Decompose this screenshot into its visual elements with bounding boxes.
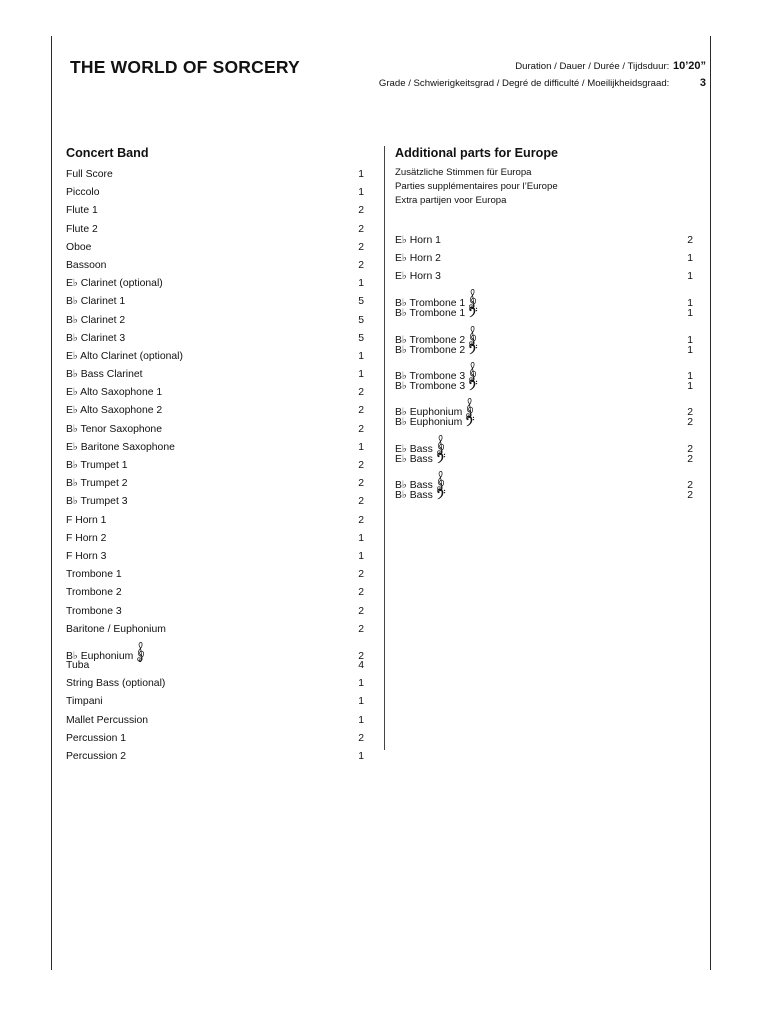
instrument-name-text: B♭ Trumpet 2 <box>66 478 128 490</box>
list-item <box>395 486 693 504</box>
list-item <box>66 603 364 621</box>
list-item <box>66 366 364 384</box>
instrument-quantity: 4 <box>358 660 364 672</box>
instrument-name-text: F Horn 3 <box>66 550 107 562</box>
instrument-name <box>395 413 673 432</box>
instrument-name <box>66 384 344 402</box>
instrument-quantity: 1 <box>358 169 364 180</box>
list-item <box>66 548 364 566</box>
instrument-name <box>66 239 344 257</box>
list-item <box>66 202 364 220</box>
list-item <box>395 377 693 395</box>
instrument-name-text: Percussion 1 <box>66 732 127 744</box>
list-item <box>66 293 364 311</box>
list-item <box>395 432 693 455</box>
list-item <box>395 341 693 359</box>
instrument-quantity: 1 <box>358 350 364 362</box>
instrument-name-text: B♭ Clarinet 1 <box>66 296 126 308</box>
list-item <box>66 693 364 711</box>
instrument-name-text: E♭ Baritone Saxophone <box>66 441 175 453</box>
instrument-name-text: B♭ Clarinet 3 <box>66 332 126 344</box>
list-item <box>395 468 693 492</box>
list-item <box>66 530 364 548</box>
instrument-quantity: 2 <box>358 732 364 744</box>
instrument-name <box>66 402 344 420</box>
instrument-name-text: E♭ Horn 1 <box>395 234 441 246</box>
instrument-name <box>66 366 344 384</box>
additional-parts-subheading <box>395 166 693 209</box>
instrument-quantity: 1 <box>687 334 693 346</box>
list-item <box>395 359 693 382</box>
list-item <box>395 232 693 250</box>
instrument-name <box>66 657 344 675</box>
instrument-quantity: 1 <box>358 751 364 762</box>
instrument-name-text: B♭ Bass Clarinet <box>66 369 143 381</box>
instrument-quantity: 2 <box>358 259 364 271</box>
bass-clef-icon <box>468 379 478 391</box>
instrument-name <box>395 268 673 286</box>
instrument-name-text: B♭ Tenor Saxophone <box>66 423 162 435</box>
instrument-name-text: Timpani <box>66 696 103 708</box>
instrument-name <box>66 257 344 275</box>
list-item <box>66 566 364 584</box>
instrument-name-text: B♭ Clarinet 2 <box>66 314 126 326</box>
instrument-quantity: 2 <box>358 587 364 599</box>
instrument-name-text: F Horn 2 <box>66 532 107 544</box>
bass-clef-icon <box>468 306 478 318</box>
instrument-quantity: 5 <box>358 332 364 344</box>
instrument-quantity: 1 <box>687 308 693 320</box>
list-item <box>66 384 364 402</box>
instrument-name-text: E♭ Clarinet (optional) <box>66 278 163 290</box>
instrument-quantity: 1 <box>687 298 693 310</box>
grade-value: 3 <box>699 77 706 89</box>
instrument-quantity: 1 <box>358 187 364 199</box>
instrument-quantity: 2 <box>358 650 364 662</box>
instrument-quantity: 2 <box>358 514 364 526</box>
bass-clef-icon <box>468 343 478 355</box>
instrument-quantity: 2 <box>358 623 364 635</box>
page-rule-right <box>710 36 711 970</box>
list-item <box>395 450 693 468</box>
instrument-name <box>66 584 344 602</box>
instrument-name-text: E♭ Alto Clarinet (optional) <box>66 350 183 362</box>
instrument-name-text: E♭ Bass <box>395 443 433 455</box>
additional-parts-instrument-list <box>395 232 693 505</box>
instrument-name-text: B♭ Trombone 1 <box>395 308 466 320</box>
instrument-quantity: 1 <box>358 369 364 381</box>
bass-clef-icon <box>436 488 446 500</box>
instrument-name <box>66 184 344 202</box>
list-item <box>395 395 693 419</box>
instrument-name-text: Bassoon <box>66 259 107 271</box>
concert-band-column <box>66 146 364 766</box>
list-item <box>395 413 693 431</box>
concert-band-heading: Concert Band <box>66 146 149 160</box>
list-item <box>66 330 364 348</box>
additional-parts-subheading-line: Extra partijen voor Europa <box>395 195 507 207</box>
instrument-quantity: 1 <box>687 381 693 393</box>
additional-parts-heading: Additional parts for Europe <box>395 146 559 160</box>
page-title: THE WORLD OF SORCERY <box>70 57 300 77</box>
instrument-quantity: 2 <box>358 223 364 235</box>
instrument-name <box>66 475 344 493</box>
instrument-name <box>66 221 344 239</box>
instrument-name-text: B♭ Trombone 3 <box>395 370 466 382</box>
instrument-name <box>66 293 344 311</box>
instrument-name <box>66 748 344 766</box>
list-item <box>66 348 364 366</box>
instrument-name-text: Piccolo <box>66 187 100 199</box>
instrument-name-text: E♭ Alto Saxophone 1 <box>66 387 163 399</box>
additional-parts-subheading-line: Zusätzliche Stimmen für Europa <box>395 167 532 178</box>
column-divider <box>384 146 385 750</box>
instrument-quantity: 2 <box>687 480 693 492</box>
instrument-name <box>66 312 344 330</box>
instrument-quantity: 2 <box>358 205 364 217</box>
instrument-name-text: B♭ Euphonium <box>395 417 463 429</box>
instrument-name <box>66 421 344 439</box>
instrument-name-text: Percussion 2 <box>66 751 127 762</box>
duration-value: 10’20” <box>672 60 706 72</box>
list-item <box>66 657 364 675</box>
list-item <box>66 675 364 693</box>
list-item <box>66 221 364 239</box>
instrument-name <box>66 621 344 639</box>
list-item <box>66 239 364 257</box>
instrument-name-text: B♭ Trumpet 1 <box>66 460 128 471</box>
instrument-name <box>66 439 344 457</box>
instrument-name <box>66 512 344 530</box>
grade-row <box>379 75 706 92</box>
instrument-quantity: 2 <box>358 405 364 417</box>
additional-parts-column <box>395 146 693 504</box>
instrument-name <box>395 450 673 469</box>
instrument-name <box>66 693 344 711</box>
grade-label: Grade / Schwierigkeitsgrad / Degré de difficulté / Moeilijkheidsgraad: <box>378 78 670 89</box>
instrument-quantity: 2 <box>358 387 364 399</box>
instrument-name-text: B♭ Trombone 3 <box>395 381 466 393</box>
instrument-name <box>66 530 344 548</box>
instrument-name-text: F Horn 1 <box>66 514 107 526</box>
list-item <box>66 184 364 202</box>
instrument-name <box>66 330 344 348</box>
bass-clef-icon <box>436 452 446 464</box>
instrument-quantity: 1 <box>687 344 693 356</box>
list-item <box>66 748 364 766</box>
instrument-quantity: 2 <box>687 453 693 465</box>
concert-band-instrument-list <box>66 166 364 766</box>
instrument-name <box>66 730 344 748</box>
instrument-quantity: 1 <box>358 278 364 290</box>
instrument-name-text: Baritone / Euphonium <box>66 623 166 635</box>
instrument-quantity: 2 <box>687 234 693 246</box>
instrument-name-text: Mallet Percussion <box>66 714 149 726</box>
instrument-quantity: 2 <box>358 569 364 581</box>
list-item <box>395 304 693 322</box>
instrument-name-text: E♭ Horn 2 <box>395 252 441 264</box>
instrument-quantity: 5 <box>358 296 364 308</box>
instrument-name-text: Trombone 2 <box>66 587 122 599</box>
instrument-name <box>66 457 344 475</box>
instrument-name <box>66 493 344 511</box>
instrument-name-text: Trombone 3 <box>66 605 122 617</box>
list-item <box>395 268 693 286</box>
instrument-name-text: B♭ Trumpet 3 <box>66 496 128 508</box>
instrument-name <box>66 275 344 293</box>
instrument-quantity: 2 <box>687 407 693 419</box>
duration-row <box>379 58 706 75</box>
instrument-quantity: 1 <box>687 270 693 282</box>
list-item <box>66 439 364 457</box>
list-item <box>66 475 364 493</box>
instrument-name-text: Oboe <box>66 241 92 253</box>
instrument-quantity: 2 <box>358 241 364 253</box>
list-item <box>395 323 693 346</box>
instrument-quantity: 2 <box>358 460 364 471</box>
bass-clef-icon <box>465 415 475 427</box>
instrument-name-text: B♭ Bass <box>395 480 433 492</box>
instrument-name-text: B♭ Trombone 2 <box>395 344 466 356</box>
list-item <box>66 493 364 511</box>
instrument-quantity: 1 <box>358 441 364 453</box>
instrument-name-text: B♭ Euphonium <box>395 407 463 419</box>
list-item <box>66 421 364 439</box>
instrument-name <box>395 250 673 268</box>
list-item <box>66 166 364 184</box>
instrument-quantity: 2 <box>358 496 364 508</box>
instrument-name <box>66 202 344 220</box>
instrument-name <box>66 712 344 730</box>
list-item <box>66 621 364 639</box>
instrument-name-text: B♭ Trombone 1 <box>395 298 466 310</box>
additional-parts-subheading-line: Parties supplémentaires pour l’Europe <box>395 181 558 193</box>
instrument-quantity: 2 <box>358 605 364 617</box>
instrument-name-text: Trombone 1 <box>66 569 122 581</box>
list-item <box>66 312 364 330</box>
instrument-name <box>66 548 344 566</box>
list-item <box>395 250 693 268</box>
instrument-name <box>395 377 673 396</box>
instrument-quantity: 1 <box>687 370 693 382</box>
instrument-quantity: 2 <box>687 490 693 502</box>
instrument-name-text: E♭ Alto Saxophone 2 <box>66 405 163 417</box>
list-item <box>66 257 364 275</box>
score-metadata <box>379 58 706 92</box>
instrument-name-text: E♭ Bass <box>395 453 433 465</box>
list-item <box>66 457 364 475</box>
instrument-quantity: 2 <box>358 478 364 490</box>
instrument-quantity: 2 <box>687 443 693 455</box>
instrument-quantity: 1 <box>358 678 364 690</box>
column-spacer <box>395 215 693 232</box>
instrument-name <box>66 348 344 366</box>
instrument-name <box>395 341 673 360</box>
instrument-quantity: 5 <box>358 314 364 326</box>
instrument-quantity: 1 <box>358 714 364 726</box>
instrument-name-text: B♭ Euphonium <box>66 650 134 662</box>
list-item <box>66 512 364 530</box>
treble-clef-icon <box>136 642 145 662</box>
instrument-name <box>66 603 344 621</box>
instrument-name-text: E♭ Horn 3 <box>395 270 441 282</box>
instrument-name-text: B♭ Trombone 2 <box>395 334 466 346</box>
instrument-quantity: 2 <box>358 423 364 435</box>
list-item <box>66 584 364 602</box>
instrument-quantity: 2 <box>687 417 693 429</box>
list-item <box>66 712 364 730</box>
instrument-quantity: 1 <box>358 696 364 708</box>
instrument-name-text: Full Score <box>66 169 113 180</box>
list-item <box>66 275 364 293</box>
duration-label: Duration / Dauer / Durée / Tijdsduur: <box>515 61 670 72</box>
instrument-name <box>395 304 673 323</box>
instrument-name <box>66 675 344 693</box>
instrument-quantity: 1 <box>358 550 364 562</box>
instrument-name-text: Flute 2 <box>66 223 98 235</box>
page-rule-left <box>51 36 52 970</box>
instrument-name <box>66 166 344 184</box>
instrument-name-text: Flute 1 <box>66 205 98 217</box>
instrument-name-text: B♭ Bass <box>395 490 433 502</box>
instrument-name <box>66 566 344 584</box>
instrument-quantity: 1 <box>687 252 693 264</box>
instrument-name-text: Tuba <box>66 660 90 672</box>
list-item <box>66 639 364 662</box>
instrument-name-text: String Bass (optional) <box>66 678 166 690</box>
list-item <box>66 402 364 420</box>
instrument-name <box>395 232 673 250</box>
instrument-name <box>395 486 673 505</box>
list-item <box>66 730 364 748</box>
list-item <box>395 286 693 310</box>
instrument-quantity: 1 <box>358 532 364 544</box>
